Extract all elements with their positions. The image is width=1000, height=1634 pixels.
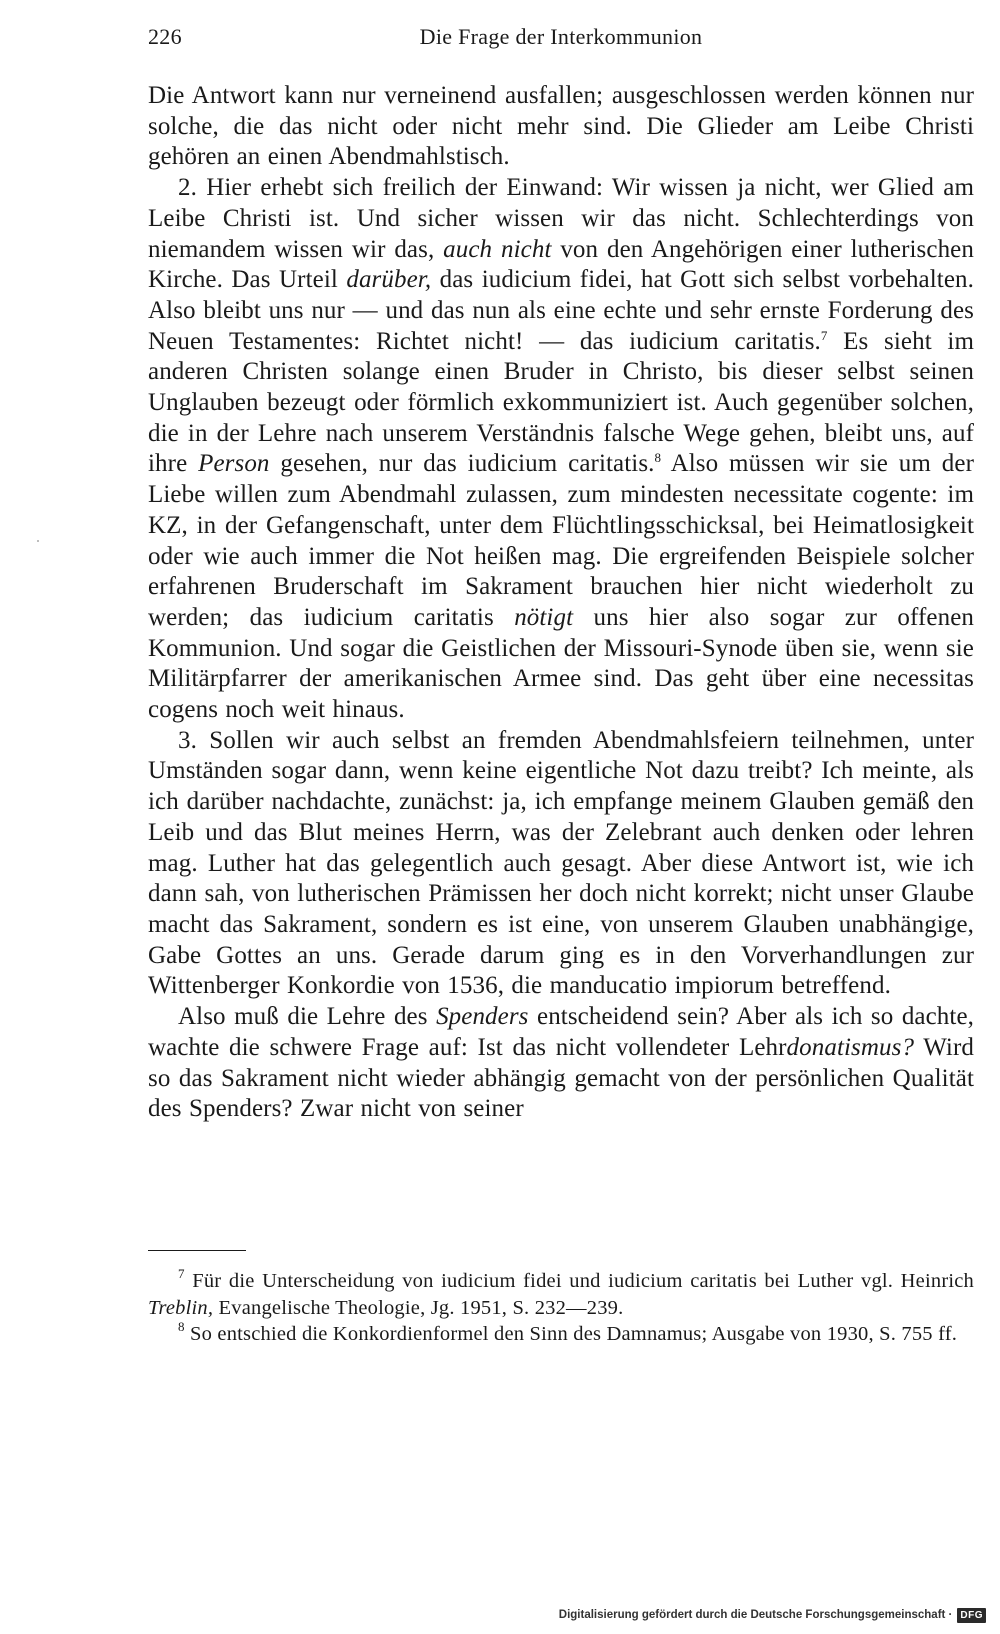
footnote-ref-7[interactable]: 7: [820, 327, 828, 343]
footnote-7: $^7$ Für die Unterscheidung von iudicium fidei und iudicium caritatis bei Luther vgl. Heinrich Treblin, Evangelische Theologie, Jg. 1951, S. 232—239.: [148, 1266, 974, 1319]
paragraph-4: Also muß die Lehre des Spenders entscheidend sein? Aber als ich so dachte, wachte die schwere Frage auf: Ist das nicht vollendeter Lehrdonatismus? Wird so das Sakrament nicht wieder abhängig gemacht von der persönlichen Qualität des Spenders? Zwar nicht von seiner: [148, 1003, 974, 1123]
emphasis-darueber: darüber,: [346, 266, 432, 294]
emphasis-auch-nicht: auch nicht: [443, 235, 552, 263]
footnote-8: $^8$ So entschied die Konkordienformel den Sinn des Damnamus; Ausgabe von 1930, S. 755 ff.: [178, 1319, 958, 1345]
footnotes: [148, 1268, 974, 1348]
emphasis-donatismus: donatismus?: [786, 1033, 915, 1061]
running-title: Die Frage der Interkommunion: [419, 24, 703, 49]
dfg-logo-icon: DFG: [957, 1608, 986, 1623]
emphasis-spenders: Spenders: [436, 1003, 529, 1031]
emphasis-noetigt: nötigt: [514, 603, 574, 631]
footnote-ref-8[interactable]: 8: [654, 450, 662, 466]
paragraph-1: Die Antwort kann nur verneinend ausfallen; ausgeschlossen werden können nur solche, die das nicht oder nicht mehr sind. Die Glieder am Leibe Christi gehören an einen Abendmahlstisch.: [148, 82, 974, 171]
paragraph-3: 3. Sollen wir auch selbst an fremden Abendmahlsfeiern teilnehmen, unter Umständen sogar dann, wenn keine eigentliche Not dazu treibt? Ich meinte, als ich darüber nachdachte, zunächst: ja, ich empfange meinem Glauben gemäß den Leib und das Blut meines Herrn, was der Zelebrant auch denken oder lehren mag. Luther hat das gelegentlich auch gesagt. Aber diese Antwort ist, wie ich dann sah, von lutherischen Prämissen her doch nicht korrekt; nicht unser Glaube macht das Sakrament, sondern es ist eine, von unserem Glauben unabhängige, Gabe Gottes an uns. Gerade darum ging es in den Vorverhandlungen zur Wittenberger Konkordie von 1536, die manducatio impiorum betreffend.: [148, 726, 974, 1000]
paragraph-2: 2. Hier erhebt sich freilich der Einwand: Wir wissen ja nicht, wer Glied am Leibe Christi ist. Und sicher wissen wir das nicht. Schlechterdings von niemandem wissen wir das, auch nicht von den Angehörigen einer lutherischen Kirche. Das Urteil darüber, das iudicium fidei, hat Gott sich selbst vorbehalten. Also bleibt uns nur — und das nun als eine echte und sehr ernste Forderung des Neuen Testamentes: Richtet nicht! — das iudicium caritatis.$^7$ Es sieht im anderen Christen solange einen Bruder in Christo, bis dieser selbst seinen Unglauben bezeugt oder förmlich exkommuniziert ist. Auch gegenüber solchen, die in der Lehre nach unserem Verständnis falsche Wege gehen, bleibt uns, auf ihre Person gesehen, nur das iudicium caritatis.$^8$ Also müssen wir sie um der Liebe willen zum Abendmahl zulassen, zum mindesten necessitate cogente: im KZ, in der Gefangenschaft, unter dem Flüchtlingsschicksal, bei Heimatlosigkeit oder wie auch immer die Not heißen mag. Die ergreifenden Beispiele solcher erfahrenen Bruderschaft im Sakrament brauchen hier nicht wiederholt zu werden; das iudicium caritatis nötigt uns hier also sogar zur offenen Kommunion. Und sogar die Geistlichen der Missouri-Synode üben sie, wenn sie Militärpfarrer der amerikanischen Armee sind. Das geht über eine necessitas cogens noch weit hinaus.: [148, 174, 975, 724]
page-header: [148, 24, 974, 60]
credit-text: Digitalisierung gefördert durch die Deutsche Forschungsgemeinschaft ·: [558, 1609, 953, 1621]
body-text: [148, 81, 974, 1125]
footnote-mark-7: 7: [178, 1266, 185, 1281]
footnote-mark-8: 8: [178, 1319, 185, 1334]
emphasis-person: Person: [198, 450, 270, 478]
page-number: 226: [148, 24, 182, 49]
emphasis-treblin: Treblin,: [148, 1296, 214, 1319]
digitization-credit: [559, 1604, 986, 1626]
scan-speck: [37, 540, 39, 542]
footnote-separator: [148, 1250, 246, 1251]
